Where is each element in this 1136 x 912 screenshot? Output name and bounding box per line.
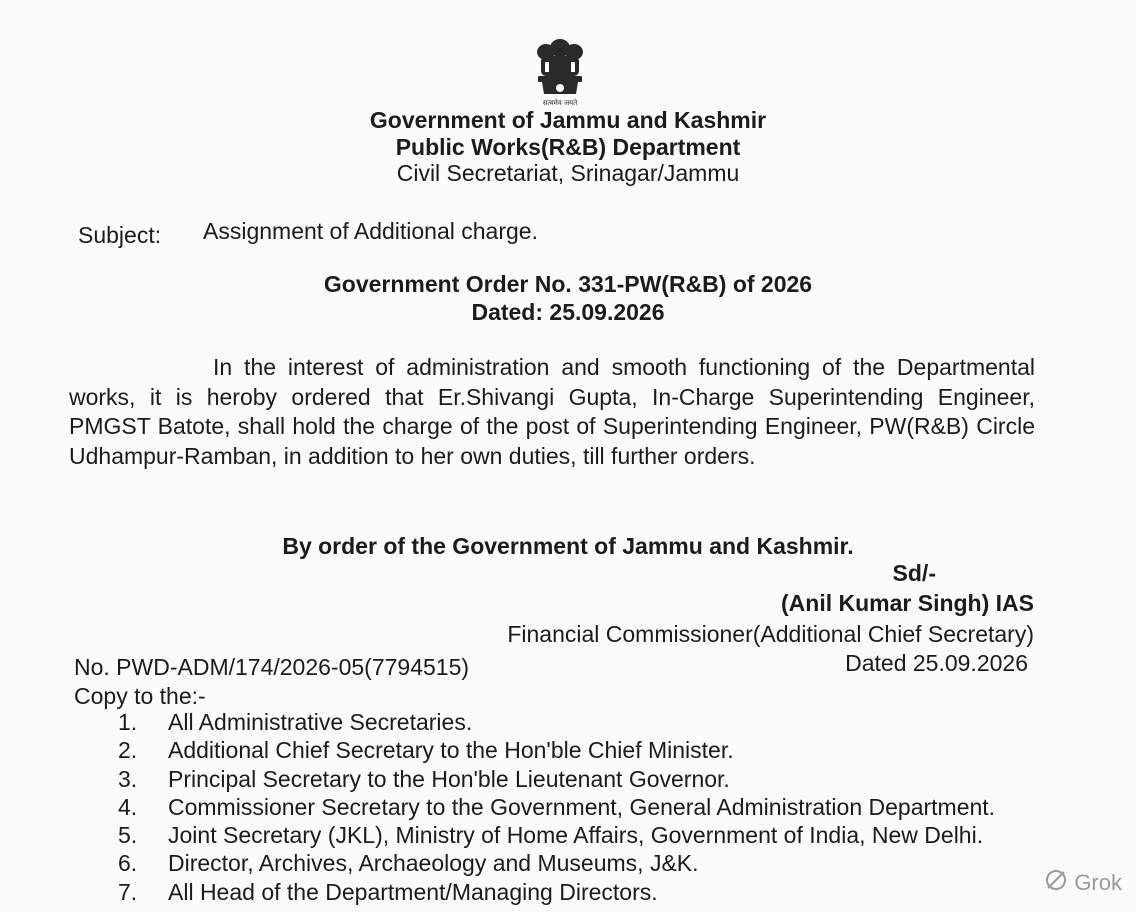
order-number: Government Order No. 331-PW(R&B) of 2026 — [323, 271, 813, 297]
list-item — [118, 821, 995, 849]
list-item-text: Director, Archives, Archaeology and Museums, J&K. — [168, 850, 699, 877]
national-emblem-icon — [524, 38, 596, 110]
order-body-paragraph: In the interest of administration and smooth functioning of the Departmental works, it is heroby ordered that Er.Shivangi Gupta, In-Charge Superintending Engineer, PMGST Batote, shall hold the charge of the post of Superintending Engineer, PW(R&B) Circle Udhampur-Ramban, in addition to her own duties, till further orders. — [69, 354, 1035, 469]
copy-to-label: Copy to the:- — [74, 683, 206, 709]
list-item-text: Commissioner Secretary to the Government, General Administration Department. — [168, 793, 996, 820]
list-item-number: 1. — [118, 709, 138, 735]
subject-text: Assignment of Additional charge. — [203, 218, 538, 244]
list-item — [118, 849, 995, 877]
list-item-number: 3. — [118, 765, 138, 792]
reference-number: No. PWD-ADM/174/2026-05(7794515) — [74, 654, 470, 680]
list-item-text: All Administrative Secretaries. — [168, 709, 473, 735]
header-department-title: Public Works(R&B) Department — [395, 134, 741, 160]
by-order-line: By order of the Government of Jammu and Kashmir. — [282, 533, 854, 559]
list-item — [118, 708, 995, 736]
order-date: Dated: 25.09.2026 — [471, 299, 665, 325]
list-item — [118, 736, 995, 764]
list-item-text: Additional Chief Secretary to the Hon'ble Chief Minister. — [168, 737, 734, 764]
emblem-motto: सत्यमेव जयते — [542, 99, 578, 107]
list-item-number: 7. — [118, 878, 138, 905]
subject-label: Subject: — [78, 222, 162, 248]
grok-watermark — [1044, 868, 1122, 898]
watermark-text: Grok — [1074, 870, 1122, 895]
list-item-number: 2. — [118, 737, 138, 764]
list-item-number: 5. — [118, 822, 138, 849]
signatory-designation: Financial Commissioner(Additional Chief Secretary) — [507, 621, 1034, 647]
header-government-title: Government of Jammu and Kashmir — [369, 107, 767, 133]
signature-sd: Sd/- — [892, 560, 936, 586]
list-item — [118, 878, 995, 906]
grok-logo-icon — [1044, 868, 1068, 898]
copy-to-list — [118, 708, 995, 906]
list-item-number: 6. — [118, 850, 138, 877]
header-address: Civil Secretariat, Srinagar/Jammu — [396, 160, 740, 186]
signature-date: Dated 25.09.2026 — [845, 650, 1028, 676]
list-item-text: Principal Secretary to the Hon'ble Lieutenant Governor. — [168, 765, 730, 792]
list-item-text: All Head of the Department/Managing Directors. — [168, 878, 658, 905]
list-item-number: 4. — [118, 793, 138, 820]
signatory-name: (Anil Kumar Singh) IAS — [781, 590, 1034, 616]
list-item-text: Joint Secretary (JKL), Ministry of Home Affairs, Government of India, New Delhi. — [168, 822, 984, 849]
list-item — [118, 765, 995, 793]
list-item — [118, 793, 995, 821]
